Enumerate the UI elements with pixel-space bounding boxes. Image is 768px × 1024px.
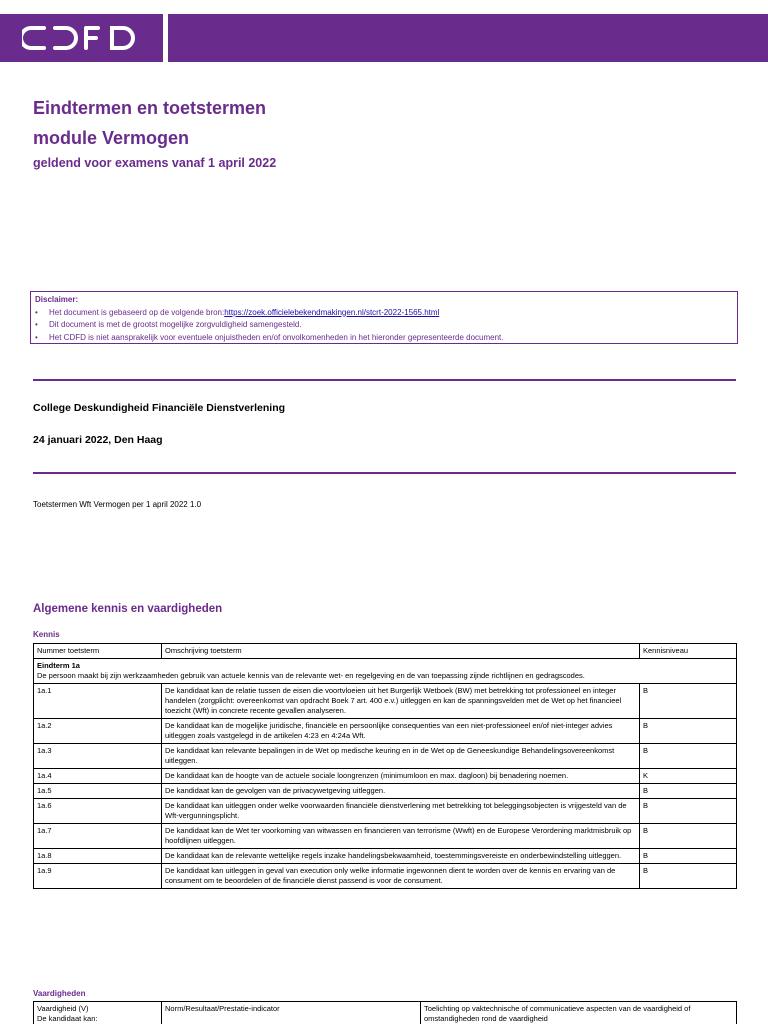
toetsterm-description: De kandidaat kan relevante bepalingen in de Wet op medische keuring en in de Wet op de Geneeskundige Behandelingsovereenkomst uitleggen. xyxy=(162,744,640,769)
kennisniveau: B xyxy=(640,849,737,864)
table-row xyxy=(34,684,737,719)
table-row xyxy=(34,864,737,889)
organization-name: College Deskundigheid Financiële Dienstverlening xyxy=(33,402,286,414)
toetsterm-number: 1a.7 xyxy=(34,824,162,849)
kennisniveau: B xyxy=(640,684,737,719)
kennisniveau: B xyxy=(640,784,737,799)
bullet-icon: • xyxy=(35,332,38,342)
kennisniveau: B xyxy=(640,719,737,744)
kennisniveau: B xyxy=(640,744,737,769)
table-row xyxy=(34,769,737,784)
divider-line xyxy=(33,472,736,474)
header-divider xyxy=(163,14,168,62)
eindterm-text: De persoon maakt bij zijn werkzaamheden gebruik van actuele kennis van de relevante wet- en regelgeving en de van toepassing zijnde richtlijnen en gedragscodes. xyxy=(37,671,585,680)
table-row xyxy=(34,784,737,799)
toetsterm-description: De kandidaat kan uitleggen in geval van execution only welke informatie ingewonnen dient te worden over de kennis en ervaring van de consument om te beoordelen of de financiële dienst passend is voor de consument. xyxy=(162,864,640,889)
source-link[interactable]: https://zoek.officielebekendmakingen.nl/stcrt-2022-1565.html xyxy=(224,307,440,317)
kennisniveau: B xyxy=(640,799,737,824)
header-cell: Omschrijving toetsterm xyxy=(162,644,640,659)
toetsterm-number: 1a.2 xyxy=(34,719,162,744)
disclaimer-text: Dit document is met de grootst mogelijke zorgvuldigheid samengesteld. xyxy=(49,320,302,329)
table-row xyxy=(34,744,737,769)
divider-line xyxy=(33,379,736,381)
table-header-row xyxy=(34,644,737,659)
bullet-icon: • xyxy=(35,320,38,329)
disclaimer-item xyxy=(35,332,733,345)
document-module: module Vermogen xyxy=(33,128,190,148)
disclaimer-box xyxy=(30,291,738,344)
kennis-label: Kennis xyxy=(33,630,60,639)
header-cell: Norm/Resultaat/Prestatie-indicator xyxy=(162,1002,421,1024)
toetsterm-number: 1a.5 xyxy=(34,784,162,799)
cdfd-logo xyxy=(22,16,142,60)
header-cell: Nummer toetsterm xyxy=(34,644,162,659)
header-cell: Vaardigheid (V) De kandidaat kan: xyxy=(34,1002,162,1024)
header-bar xyxy=(0,14,768,62)
disclaimer-item xyxy=(35,319,733,332)
table-row xyxy=(34,849,737,864)
table-row xyxy=(34,719,737,744)
toetsterm-description: De kandidaat kan uitleggen onder welke voorwaarden financiële dienstverlening met betrekking tot beleggingsobjecten is vrijgesteld van de Wft-vergunningsplicht. xyxy=(162,799,640,824)
toetsterm-number: 1a.9 xyxy=(34,864,162,889)
table-row xyxy=(34,799,737,824)
kennisniveau: B xyxy=(640,864,737,889)
bullet-icon: • xyxy=(35,307,38,317)
disclaimer-item xyxy=(35,307,733,320)
table-row xyxy=(34,824,737,849)
toetsterm-number: 1a.4 xyxy=(34,769,162,784)
toetsterm-description: De kandidaat kan de relevante wettelijke regels inzake handelingsbekwaamheid, toestemmingsvereiste en onderbewindstelling uitleggen. xyxy=(162,849,640,864)
section-title: Algemene kennis en vaardigheden xyxy=(33,603,223,615)
cdfd-logo-mark xyxy=(22,24,142,52)
toetsterm-description: De kandidaat kan de Wet ter voorkoming van witwassen en financieren van terrorisme (Wwft) en de Europese Verordening marktmisbruik op hoofdlijnen uitleggen. xyxy=(162,824,640,849)
vaardigheden-label: Vaardigheden xyxy=(33,989,86,998)
header-cell: Toelichting op vaktechnische of communicatieve aspecten van de vaardigheid of omstandigheden rond de vaardigheid xyxy=(421,1002,737,1024)
document-date: 24 januari 2022, Den Haag xyxy=(33,434,163,446)
toetsterm-description: De kandidaat kan de gevolgen van de privacywetgeving uitleggen. xyxy=(162,784,640,799)
toetsterm-description: De kandidaat kan de mogelijke juridische, financiële en persoonlijke consequenties van een niet-professioneel en/of niet-integer advies uitleggen zoals vastgelegd in de artikelen 4:23 en 4:24a Wft. xyxy=(162,719,640,744)
toetsterm-description: De kandidaat kan de relatie tussen de eisen die voortvloeien uit het Burgerlijk Wetboek (BW) met betrekking tot professioneel en integer handelen (zorgplicht: overeenkomst van opdracht Boek 7 art. 400 e.v.) uitleggen en kan de spanningsvelden met de Wet op het financieel toezicht (Wft) in concrete recente gevallen analyseren. xyxy=(162,684,640,719)
toetsterm-description: De kandidaat kan de hoogte van de actuele sociale loongrenzen (minimumloon en max. dagloon) bij benadering noemen. xyxy=(162,769,640,784)
kennisniveau: K xyxy=(640,769,737,784)
kennisniveau: B xyxy=(640,824,737,849)
kennis-table xyxy=(33,643,737,889)
toetsterm-number: 1a.6 xyxy=(34,799,162,824)
eindterm-title: Eindterm 1a xyxy=(37,661,80,670)
document-subtitle: geldend voor examens vanaf 1 april 2022 xyxy=(33,156,277,170)
disclaimer-title: Disclaimer: xyxy=(35,295,79,304)
version-line: Toetstermen Wft Vermogen per 1 april 2022 1.0 xyxy=(33,500,202,509)
eindterm-cell xyxy=(34,659,737,684)
vaardigheden-table xyxy=(33,1001,737,1024)
eindterm-row xyxy=(34,659,737,684)
header-cell: Kennisniveau xyxy=(640,644,737,659)
disclaimer-text: Het CDFD is niet aansprakelijk voor eventuele onjuistheden en/of onvolkomenheden in het hieronder gepresenteerde document. xyxy=(49,332,504,342)
table-header-row xyxy=(34,1002,737,1024)
document-title: Eindtermen en toetstermen xyxy=(33,98,267,118)
toetsterm-number: 1a.3 xyxy=(34,744,162,769)
toetsterm-number: 1a.1 xyxy=(34,684,162,719)
toetsterm-number: 1a.8 xyxy=(34,849,162,864)
disclaimer-text: Het document is gebaseerd op de volgende bron: xyxy=(49,307,225,317)
